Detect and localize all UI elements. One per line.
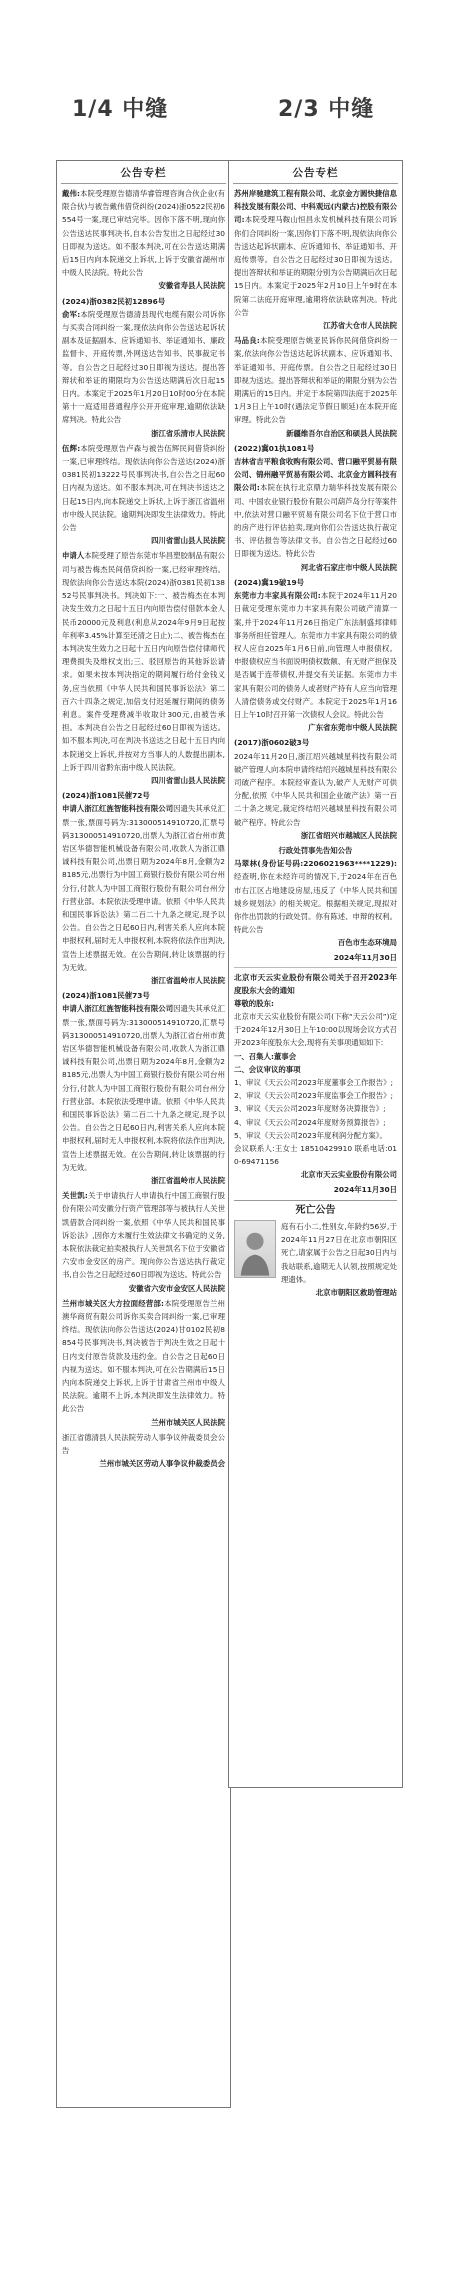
notice-body: 浙江省德清县人民法院劳动人事争议仲裁委员会公告 — [62, 1432, 225, 1456]
case-number: (2024)浙1081民催72号 — [62, 791, 150, 801]
death-notice — [234, 1200, 397, 1299]
case-number: (2024)浙1081民催73号 — [62, 991, 150, 1001]
meeting-greeting: 尊敬的股东: — [234, 998, 274, 1008]
meeting-item: 5、审议《天云公司2023年度利润分配方案》。 — [234, 1130, 387, 1140]
notice-body: 本院受理原告德清县现代电缆有限公司诉你与买卖合同纠纷一案,现依法向你公告送达起诉状副本及证据副本、应诉通知书、举证通知书、廉政监督卡、开庭传票,外网送达告知书、民事裁定书等。自公告之日起经过30日即视为送达。提出答辩状和举证的期限均为公告送达期满后次日起15日内。本案定于2025年1月20日10时00分在本院第十一庭适用普通程序公开开庭审理,逾期依法缺席判决。特此公告 — [62, 309, 225, 425]
notice — [62, 789, 225, 987]
notice — [62, 1189, 225, 1295]
notice-addressee: 关世凯: — [62, 1191, 88, 1201]
notice-court: 四川省雷山县人民法院 — [151, 536, 225, 546]
notice — [234, 844, 397, 964]
notice-body: 本院于2024年11月20日裁定受理东莞市力丰家具有限公司破产清算一案,并于2024年11月26日指定广东法制盛邦律师事务所担任管理人。东莞市力丰家具有限公司的债权人应自2025年1月6日前,向管理人申报债权。申报债权应当书面说明债权数额、有无财产担保及是否属于连带债权,并提交有关证据。东莞市力丰家具有限公司的债务人或者财产持有人应当向管理人清偿债务或交付财产。本院定于2025年1月16日上午10时召开第一次债权人会议。特此公告 — [234, 591, 397, 719]
notice-court: 四川省雷山县人民法院 — [151, 775, 225, 785]
left-notice-column — [56, 160, 231, 2108]
case-number: (2017)浙0602破3号 — [234, 738, 310, 748]
notice-body: 本院受理原告德清华睿管理咨询合伙企业(有限合伙)与被告戴伟借贷纠纷(2024)浙0522民初6554号一案,现已审结完毕。因你下落不明,现向你公告送达民事判决书,自本公告发出之日起经过30日即视为送达。如不服本判决,可在公告送达期满后15日内向本院递交上诉状,上诉于安徽省湖州市中级人民法院。特此公告 — [62, 189, 225, 278]
meeting-item: 1、审议《天云公司2023年度董事会工作报告》; — [234, 1078, 394, 1087]
meeting-contact: 会议联系人:王女士 18510429910 联系电话:010-69471156 — [234, 1144, 397, 1167]
notice-body: 因遗失其承兑汇票一张,票面号码为:313000514910720,汇票号码313000514910720,出票人为浙江省台州市黄岩区华德智能机械设备有限公司,收款人为浙江鼎诚科技有限公司,出票日期为2024年8月,金额为28185元,出票人为中国工商银行股份有限公司台州分行,付款人为中国工商银行股份有限公司台州分行营业部。本院依法受理申请。依照《中华人民共和国民事诉讼法》第二百二十九条之规定,现予以公告。自公告之日起60日内,利害关系人应向本院申报权利,届时无人申报权利,本院将依法作出判决,宣告上述票据无效。在公告期间,转让该票据的行为无效。 — [62, 1004, 225, 1172]
notice — [62, 989, 225, 1187]
notice-court: 浙江省温岭市人民法院 — [151, 975, 225, 985]
death-notice-body: 庭有石小二,性别女,年龄约56岁,于2024年11月27日在北京市朝阳区死亡,请家属于公告之日起30日内与我站联系,逾期无人认领,按照规定处理遗体。 — [281, 1222, 397, 1284]
right-column-body — [229, 184, 402, 1304]
meeting-intro: 北京市天云实业股份有限公司(下称“天云公司”)定于2024年12月30日上午10:00以现场会议方式召开2023年度股东大会,现将有关事项通知如下: — [234, 1011, 397, 1048]
meeting-item: 一、召集人:董事会 — [234, 1051, 297, 1061]
left-column-body — [57, 184, 230, 1477]
meeting-item: 3、审议《天云公司2023年度财务决算报告》; — [234, 1104, 386, 1114]
notice — [234, 576, 397, 734]
notice-court: 江苏省大仓市人民法院 — [323, 321, 397, 331]
notice-court: 浙江省乐清市人民法院 — [151, 428, 225, 438]
person-silhouette-icon — [235, 1220, 275, 1277]
notice — [234, 187, 397, 332]
death-notice-signer: 北京市朝阳区救助管理站 — [315, 1288, 397, 1298]
notice-addressee: 兰州市城关区大方拉面经营部: — [62, 1298, 165, 1308]
death-notice-title: 死亡公告 — [295, 1204, 336, 1216]
case-number: (2024)冀19破19号 — [234, 577, 305, 587]
notice-court: 广东省东莞市中级人民法院 — [308, 723, 397, 733]
meeting-notice — [234, 971, 397, 1196]
notice — [62, 295, 225, 440]
notice-addressee: 苏州岸驰建筑工程有限公司、北京金方圆快捷信息科技发展有限公司、中科观远(内蒙古)控股有限公司: — [234, 189, 397, 225]
notice-addressee: 戴伟: — [62, 189, 80, 198]
notice-date: 2024年11月30日 — [333, 952, 397, 962]
notice-heading: 行政处罚事先告知公告 — [278, 845, 353, 855]
quarter-heading: 1/4 中缝 — [72, 97, 169, 122]
notice-addressee: 吉林省吉平粮食收购有限公司、营口融平贸易有限公司、锦州融平贸易有限公司、北京金方圆科技有限公司: — [234, 457, 397, 493]
notice — [62, 1297, 225, 1429]
notice-body: 2024年11月20日,浙江绍兴越城星科技有限公司破产管理人向本院申请终结绍兴越城星科技有限公司破产程序。本院经审查认为,破产人无财产可供分配,依照《中华人民共和国企业破产法》第一百二十条之规定,裁定终结绍兴越城星科技有限公司破产程序。特此公告 — [234, 751, 397, 827]
notice-addressee: 申请人 — [62, 551, 85, 561]
notice-body: 本院受理了原告东莞市华昌塑胶制品有限公司与被告梅杰民间借贷纠纷一案,已经审理终结。现依法向你公告送达本院(2024)浙0381民初13852号民事判决书。判决如下:一、被告梅杰在本判决发生效力之日起十五日内向原告偿付借款本金人民币20000元及利息(利息从2024年9月9日起按年利率3.45%计算至还清之日止);二、被告梅杰在本判决发生效力之日起十五日内向原告偿付律师代理费损失及维权支出;三、驳回原告的其他诉讼请求。如果未按本判决指定的期间履行给付金钱义务,应当依照《中华人民共和国民事诉讼法》第二百六十四条之规定,加倍支付迟延履行期间的债务利息。案件受理费减半收取计300元,由被告承担。本判决自公告之日起经过60日即视为送达。如不服本判决,可在判决书送达之日起十五日内向本院递交上诉状,并按对方当事人的人数提出副本,上诉于四川省黔东南中级人民法院。 — [62, 551, 225, 772]
notice — [234, 442, 397, 574]
notice-body: 关于申请执行人申请执行中国工商银行股份有限公司安徽分行资产管理部等与被执行人关世凯借款合同纠纷一案,依照《中华人民共和国民事诉讼法》,因你方未履行生效法律文书确定的义务,本院依法裁定拍卖被执行人关世凯名下位于安徽省六安市金安区的房产。现向你公告送达执行裁定书,自公告之日起经过60日即视为送达。特此公告 — [62, 1191, 225, 1280]
case-number: (2024)浙0382民初12896号 — [62, 296, 166, 306]
two-thirds-heading: 2/3 中缝 — [278, 97, 375, 122]
notice-body: 本院受理马鞍山恒昌永发机械科技有限公司诉你们合同纠纷一案,因你们下落不明,现依法向你公告送达起诉状副本、应诉通知书、举证通知书、开庭传票等。自公告之日起经过30日即视为送达。提出答辩状和举证的期限分别为公告期满后次日起15日内。本案定于2025年2月10日上午9时在本院第二法庭开庭审理,逾期将依法缺席判决。特此公告 — [234, 215, 397, 317]
notice-court: 兰州市城关区劳动人事争议仲裁委员会 — [99, 1459, 225, 1469]
notice-addressee: 马品良: — [234, 336, 260, 346]
portrait-photo — [234, 1220, 276, 1278]
notice — [234, 334, 397, 440]
notice-court: 百色市生态环境局 — [337, 938, 397, 948]
notice-court: 安徽省寿县人民法院 — [158, 281, 225, 291]
notice-addressee: 马翠林(身份证号码:2206021963****1229): — [234, 859, 397, 869]
meeting-item: 2、审议《天云公司2023年度监事会工作报告》; — [234, 1091, 394, 1101]
notice-court: 新疆维吾尔自治区和硕县人民法院 — [286, 428, 397, 438]
notice-addressee: 俞军: — [62, 309, 81, 319]
notice-addressee: 申请人浙江红旌智能科技有限公司 — [62, 1004, 174, 1014]
right-column-title: 公告专栏 — [233, 161, 398, 184]
case-number: (2022)冀01执1081号 — [234, 443, 315, 453]
meeting-item: 二、会议审议的事项 — [234, 1064, 301, 1074]
notice-body: 因遗失其承兑汇票一张,票面号码为:313000514910720,汇票号码313000514910720,出票人为浙江省台州市黄岩区华德智能机械设备有限公司,收款人为浙江鼎诚科技有限公司,出票日期为2024年8月,金额为28185元,出票行为中国工商银行股份有限公司台州分行,付款人为中国工商银行股份有限公司台州分行营业部。本院依法受理申请。依照《中华人民共和国民事诉讼法》第二百二十九条之规定,现予以公告。自公告之日起60日内,利害关系人应向本院申报权利,届时无人申报权利,本院将依法作出判决,宣告上述票据无效。在公告期间,转让该票据的行为无效。 — [62, 804, 225, 972]
notice — [62, 1431, 225, 1471]
notice-body: 本院受理原告卢森与被告伍辉民间借贷纠纷一案,已审理终结。现依法向你公告送达(2024)浙0381民初13222号民事判决书,自公告之日起60日内视为送达。如不服本判决,可在判决书送达之日起15日内,向本院递交上诉状,上诉于浙江省温州市中级人民法院。逾期判决即发生法律效力。特此公告 — [62, 443, 225, 533]
notice-body: 经查明,你在未经许可的情况下,于2024年在百色市右江区占地建设房屋,违反了《中华人民共和国城乡规划法》的相关规定。根据相关规定,现拟对你作出罚款的行政处罚。你有陈述、申辩的权利。特此公告 — [234, 872, 397, 935]
notice-body: 本院受理原告兰州澳华商贸有限公司诉你买卖合同纠纷一案,已审理终结。现依法向你公告送达(2024)甘0102民初8854号民事判决书,判决被告于判决生效之日起十日内支付原告货款及违约金。自公告之日起60日内视为送达。如不服本判决,可在公告期满后15日内向本院递交上诉状,上诉于甘肃省兰州市中级人民法院。逾期不上诉,本判决即发生法律效力。特此公告 — [62, 1298, 225, 1414]
notice-court: 兰州市城关区人民法院 — [151, 1417, 225, 1427]
notice-body: 本院在执行北京鼎力瑞华科技发展有限公司、中国农业银行股份有限公司葫芦岛分行等案件中,依法对营口融平贸易有限公司名下位于营口市的房产进行评估拍卖,现向你们公告送达执行裁定书、评估报告等法律文书。自公告之日起经过60日即视为送达。特此公告 — [234, 483, 397, 559]
left-column-title: 公告专栏 — [61, 161, 226, 184]
notice — [234, 736, 397, 842]
right-notice-column — [228, 160, 403, 1788]
meeting-signer: 北京市天云实业股份有限公司 — [300, 1170, 397, 1180]
meeting-date: 2024年11月30日 — [333, 1184, 397, 1194]
notice — [62, 187, 225, 293]
notice — [62, 549, 225, 787]
notice — [62, 442, 225, 548]
notice-court: 浙江省温岭市人民法院 — [151, 1176, 225, 1186]
meeting-item: 4、审议《天云公司2024年度财务预算报告》; — [234, 1117, 386, 1127]
death-notice-content — [234, 1220, 397, 1286]
notice-body: 本院受理原告姚亚民诉你民间借贷纠纷一案,依法向你公告送达起诉状副本、应诉通知书、举证通知书、开庭传票。自公告之日起经过30日即视为送达。提出答辩状和举证的期限分别为公告期满后的15日内。并定于本院第四法庭于2025年1月3日上午10时(遇法定节假日顺延)在本院开庭审理。特此公告 — [234, 336, 397, 425]
notice-addressee: 伍辉: — [62, 443, 81, 453]
meeting-title: 北京市天云实业股份有限公司关于召开2023年度股东大会的通知 — [234, 972, 397, 995]
notice-court: 河北省石家庄市中级人民法院 — [300, 562, 397, 572]
notice-court: 安徽省六安市金安区人民法院 — [128, 1283, 225, 1293]
divider — [234, 967, 397, 968]
notice-addressee: 申请人浙江红旌智能科技有限公司 — [62, 804, 174, 814]
notice-court: 浙江省绍兴市越城区人民法院 — [300, 830, 397, 840]
notice-addressee: 东莞市力丰家具有限公司: — [234, 591, 321, 601]
